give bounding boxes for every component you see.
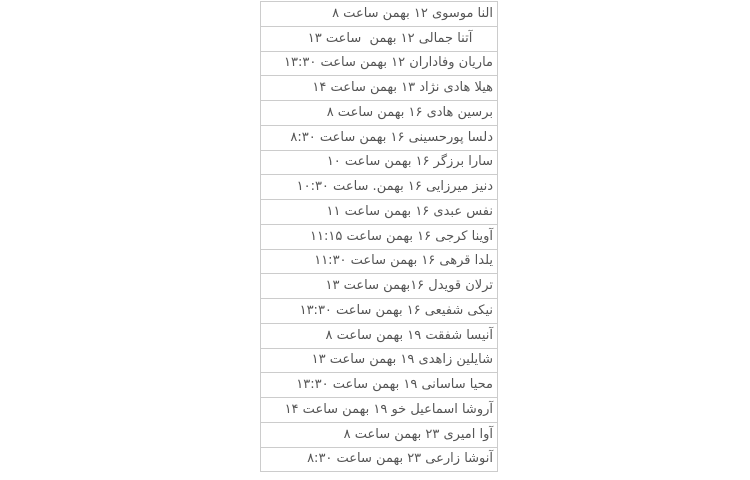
appointment-cell: یلدا قرهی ۱۶ بهمن ساعت ۱۱:۳۰ — [314, 253, 493, 269]
appointment-cell: ترلان قویدل ۱۶بهمن ساعت ۱۳ — [325, 278, 493, 294]
appointment-cell: هیلا هادی نژاد ۱۳ بهمن ساعت ۱۴ — [312, 80, 493, 96]
table-row — [261, 76, 497, 101]
appointment-cell: نیکی شفیعی ۱۶ بهمن ساعت ۱۳:۳۰ — [299, 302, 493, 318]
table-row — [261, 448, 497, 473]
table-row — [261, 423, 497, 448]
appointment-cell: برسین هادی ۱۶ بهمن ساعت ۸ — [326, 104, 493, 120]
appointment-cell: آنوشا زارعی ۲۳ بهمن ساعت ۸:۳۰ — [307, 451, 493, 467]
appointment-cell: شایلین زاهدی ۱۹ بهمن ساعت ۱۳ — [311, 352, 493, 368]
table-row — [261, 274, 497, 299]
table-row — [261, 2, 497, 27]
appointment-cell: سارا برزگر ۱۶ بهمن ساعت ۱۰ — [326, 154, 493, 170]
appointment-cell: ماریان وفاداران ۱۲ بهمن ساعت ۱۳:۳۰ — [284, 55, 493, 71]
table-row — [261, 398, 497, 423]
appointment-cell: آوینا کرجی ۱۶ بهمن ساعت ۱۱:۱۵ — [310, 228, 493, 244]
table-row — [261, 250, 497, 275]
appointment-cell: النا موسوی ۱۲ بهمن ساعت ۸ — [332, 5, 493, 21]
appointment-cell: آوا امیری ۲۳ بهمن ساعت ۸ — [343, 426, 493, 442]
table-row — [261, 373, 497, 398]
appointment-cell: محیا ساسانی ۱۹ بهمن ساعت ۱۳:۳۰ — [296, 377, 493, 393]
table-row — [261, 225, 497, 250]
appointment-cell: آنیسا شفقت ۱۹ بهمن ساعت ۸ — [325, 327, 493, 343]
table-row — [261, 299, 497, 324]
appointment-cell: آتنا جمالی ۱۲ بهمن ساعت ۱۳ — [307, 30, 493, 46]
appointments-table — [260, 1, 498, 472]
table-row — [261, 349, 497, 374]
table-row — [261, 200, 497, 225]
table-row — [261, 27, 497, 52]
table-row — [261, 175, 497, 200]
appointment-cell: دلسا پورحسینی ۱۶ بهمن ساعت ۸:۳۰ — [290, 129, 493, 145]
appointment-cell: آروشا اسماعیل خو ۱۹ بهمن ساعت ۱۴ — [284, 401, 493, 417]
table-row — [261, 52, 497, 77]
table-row — [261, 151, 497, 176]
table-row — [261, 126, 497, 151]
table-row — [261, 324, 497, 349]
appointment-cell: دنیز میرزایی ۱۶ بهمن. ساعت ۱۰:۳۰ — [296, 179, 493, 195]
table-row — [261, 101, 497, 126]
appointment-cell: نفس عبدی ۱۶ بهمن ساعت ۱۱ — [326, 203, 493, 219]
